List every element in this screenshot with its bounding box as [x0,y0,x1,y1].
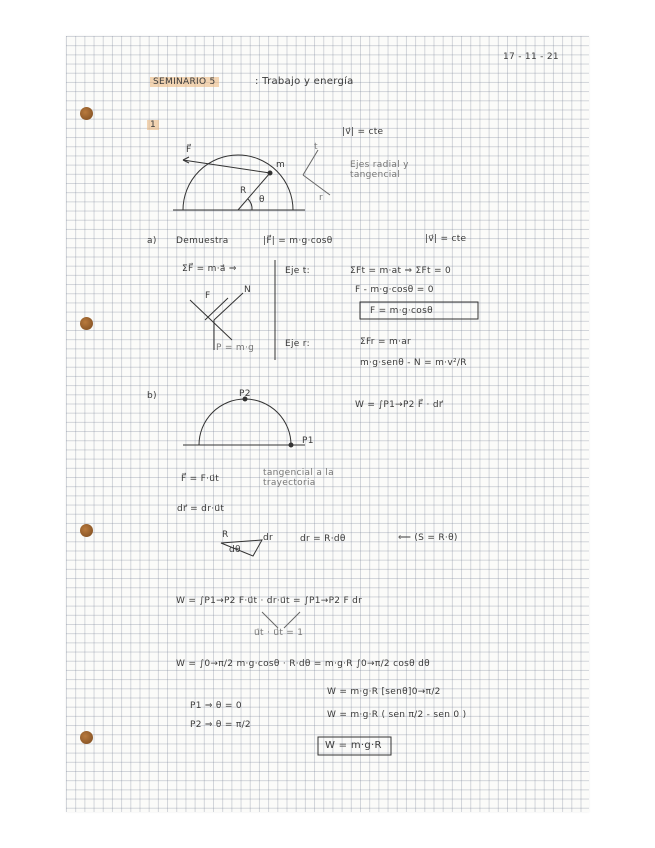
fbd-force-F [205,298,228,320]
semicircle-2 [199,399,291,445]
result-a: F = m·g·cosθ [370,306,433,316]
work-evaluation-2: W = m·g·R ( sen π/2 - sen 0 ) [327,710,467,720]
axis-r [303,175,330,195]
radius-label: R [240,186,247,196]
eq-t2: F - m·g·cosθ = 0 [355,285,434,295]
theta-label: θ [259,195,265,205]
force-definition: F⃗ = F·u⃗t [181,474,220,484]
point-P1-label: P1 [302,436,314,446]
arc-note: ⟸ (S = R·θ) [398,533,458,543]
part-b-label: b) [147,391,157,401]
force-label-F: F⃗ [186,145,192,155]
triangle-dr-label: dr [263,533,274,543]
fbd-slope [190,300,232,340]
fbd-F-label: F [205,291,211,301]
theta-arc [248,199,252,210]
point-P1 [289,443,293,447]
arc-equation: dr = R·dθ [300,534,346,544]
mass-label: m [276,160,286,170]
work-integral-2: W = ∫0→π/2 m·g·cosθ · R·dθ = m·g·R ∫0→π/2 cosθ dθ [176,659,430,669]
dr-definition: dr⃗ = dr·u⃗t [177,504,225,514]
limit-P1: P1 ⇒ θ = 0 [190,701,242,711]
demuestra-label: Demuestra [176,236,229,246]
eq-r1: ΣFr = m·ar [360,337,412,347]
velocity-constant-1: |v⃗| = cte [342,127,384,137]
axis-t [303,150,318,175]
velocity-constant-2: |v⃗| = cte [425,234,467,244]
axis-r-label: r [319,193,324,203]
final-result: W = m·g·R [325,740,382,751]
triangle-dtheta-label: dθ [229,545,241,555]
unit-dot-product: u⃗t · u⃗t = 1 [254,628,304,638]
axes-note: Ejes radial y tangencial [350,160,409,180]
fbd-N-label: N [244,285,252,295]
eje-r-label: Eje r: [285,339,310,349]
seminar-label: SEMINARIO 5 [150,77,219,87]
date: 17 - 11 - 21 [503,52,559,62]
part-a-statement: |F⃗| = m·g·cosθ [263,236,333,246]
fbd-normal-N [214,293,243,320]
eq-r2: m·g·senθ - N = m·v²/R [360,358,467,368]
tangential-note: tangencial a la trayectoria [263,468,334,488]
axis-t-label: t [314,142,318,152]
work-evaluation-1: W = m·g·R [senθ]0→π/2 [327,687,441,697]
page-title: : Trabajo y energía [255,76,354,87]
part-a-label: a) [147,236,157,246]
eq-t1: ΣFt = m·at ⇒ ΣFt = 0 [350,266,451,276]
work-definition: W = ∫P1→P2 F⃗ · dr⃗ [355,400,443,410]
arc-triangle [221,540,262,556]
limit-P2: P2 ⇒ θ = π/2 [190,720,251,730]
force-arrow-1 [183,160,270,173]
fbd-P-label: P = m·g [216,343,255,353]
item-number: 1 [147,120,159,130]
triangle-R-label: R [222,530,229,540]
eje-t-label: Eje t: [285,266,310,276]
point-P2-label: P2 [239,389,251,399]
work-integral-1: W = ∫P1→P2 F·u⃗t · dr·u⃗t = ∫P1→P2 F dr [176,596,363,606]
sum-forces-vector: ΣF⃗ = m·a⃗ ⇒ [182,264,237,274]
